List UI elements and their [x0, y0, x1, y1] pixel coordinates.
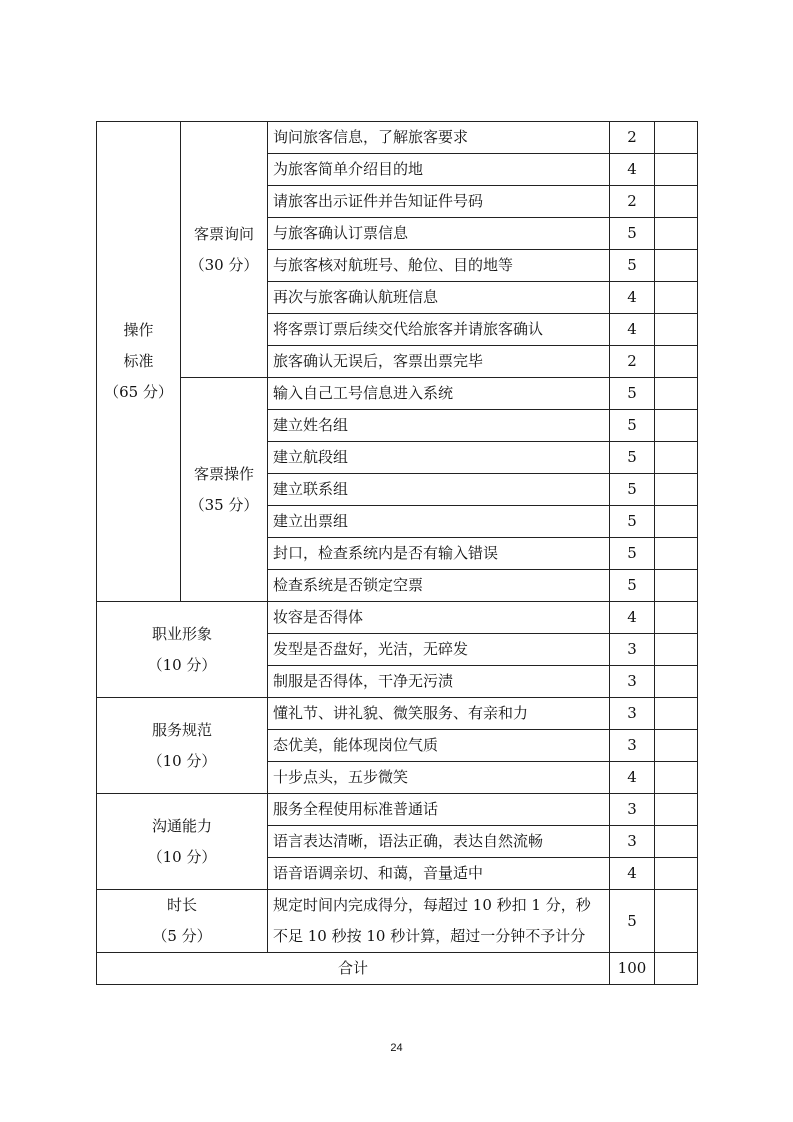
item-text: 发型是否盘好，光洁，无碎发 — [268, 634, 610, 666]
item-score: 3 — [610, 826, 655, 858]
category-cell-service-standard: 服务规范 （10 分） — [97, 698, 268, 794]
item-score: 4 — [610, 602, 655, 634]
item-score: 5 — [610, 474, 655, 506]
item-score: 2 — [610, 186, 655, 218]
earned-score-cell[interactable] — [655, 378, 698, 410]
earned-score-cell[interactable] — [655, 186, 698, 218]
item-text: 旅客确认无误后，客票出票完毕 — [268, 346, 610, 378]
item-text: 再次与旅客确认航班信息 — [268, 282, 610, 314]
total-score: 100 — [610, 953, 655, 985]
item-score: 5 — [610, 890, 655, 953]
earned-score-cell[interactable] — [655, 890, 698, 953]
item-text: 建立航段组 — [268, 442, 610, 474]
earned-score-cell[interactable] — [655, 730, 698, 762]
item-score: 4 — [610, 858, 655, 890]
earned-score-cell[interactable] — [655, 122, 698, 154]
earned-total-cell[interactable] — [655, 953, 698, 985]
item-score: 2 — [610, 122, 655, 154]
earned-score-cell[interactable] — [655, 858, 698, 890]
item-score: 3 — [610, 698, 655, 730]
item-score: 4 — [610, 762, 655, 794]
subcategory-cell-ticket-operation: 客票操作 （35 分） — [181, 378, 268, 602]
earned-score-cell[interactable] — [655, 698, 698, 730]
item-text: 为旅客简单介绍目的地 — [268, 154, 610, 186]
item-score: 5 — [610, 250, 655, 282]
total-label: 合计 — [97, 953, 610, 985]
item-score: 2 — [610, 346, 655, 378]
earned-score-cell[interactable] — [655, 762, 698, 794]
earned-score-cell[interactable] — [655, 602, 698, 634]
category-cell-operation: 操作 标准 （65 分） — [97, 122, 181, 602]
item-text: 十步点头，五步微笑 — [268, 762, 610, 794]
earned-score-cell[interactable] — [655, 506, 698, 538]
subcategory-cell-ticket-inquiry: 客票询问 （30 分） — [181, 122, 268, 378]
page-number: 24 — [390, 1042, 403, 1054]
item-text: 封口，检查系统内是否有输入错误 — [268, 538, 610, 570]
earned-score-cell[interactable] — [655, 634, 698, 666]
item-text: 与旅客确认订票信息 — [268, 218, 610, 250]
earned-score-cell[interactable] — [655, 570, 698, 602]
item-text: 将客票订票后续交代给旅客并请旅客确认 — [268, 314, 610, 346]
earned-score-cell[interactable] — [655, 282, 698, 314]
earned-score-cell[interactable] — [655, 666, 698, 698]
earned-score-cell[interactable] — [655, 794, 698, 826]
item-text: 建立联系组 — [268, 474, 610, 506]
earned-score-cell[interactable] — [655, 410, 698, 442]
total-row — [97, 953, 698, 985]
earned-score-cell[interactable] — [655, 442, 698, 474]
table-row — [97, 378, 698, 410]
item-text: 态优美，能体现岗位气质 — [268, 730, 610, 762]
earned-score-cell[interactable] — [655, 314, 698, 346]
item-score: 3 — [610, 634, 655, 666]
table-row — [97, 602, 698, 634]
item-text: 懂礼节、讲礼貌、微笑服务、有亲和力 — [268, 698, 610, 730]
item-text: 妆容是否得体 — [268, 602, 610, 634]
item-score: 4 — [610, 314, 655, 346]
item-text: 检查系统是否锁定空票 — [268, 570, 610, 602]
earned-score-cell[interactable] — [655, 826, 698, 858]
earned-score-cell[interactable] — [655, 218, 698, 250]
item-score: 5 — [610, 410, 655, 442]
table-row — [97, 122, 698, 154]
item-text: 服务全程使用标准普通话 — [268, 794, 610, 826]
earned-score-cell[interactable] — [655, 538, 698, 570]
item-score: 5 — [610, 378, 655, 410]
item-text: 规定时间内完成得分，每超过 10 秒扣 1 分，秒 不足 10 秒按 10 秒计算，超过一分钟不予计分 — [268, 890, 610, 953]
item-text: 建立姓名组 — [268, 410, 610, 442]
item-score: 5 — [610, 218, 655, 250]
item-score: 5 — [610, 538, 655, 570]
item-text: 输入自己工号信息进入系统 — [268, 378, 610, 410]
item-score: 5 — [610, 506, 655, 538]
item-score: 4 — [610, 154, 655, 186]
earned-score-cell[interactable] — [655, 154, 698, 186]
table-row — [97, 698, 698, 730]
item-score: 4 — [610, 282, 655, 314]
item-score: 3 — [610, 666, 655, 698]
item-score: 5 — [610, 442, 655, 474]
item-score: 3 — [610, 730, 655, 762]
item-text: 制服是否得体，干净无污渍 — [268, 666, 610, 698]
earned-score-cell[interactable] — [655, 474, 698, 506]
item-score: 5 — [610, 570, 655, 602]
item-text: 语音语调亲切、和蔼，音量适中 — [268, 858, 610, 890]
item-score: 3 — [610, 794, 655, 826]
item-text: 与旅客核对航班号、舱位、目的地等 — [268, 250, 610, 282]
table-row — [97, 890, 698, 953]
category-cell-communication: 沟通能力 （10 分） — [97, 794, 268, 890]
item-text: 请旅客出示证件并告知证件号码 — [268, 186, 610, 218]
item-text: 询问旅客信息，了解旅客要求 — [268, 122, 610, 154]
table-row — [97, 794, 698, 826]
item-text: 建立出票组 — [268, 506, 610, 538]
item-text: 语言表达清晰，语法正确，表达自然流畅 — [268, 826, 610, 858]
category-cell-duration: 时长 （5 分） — [97, 890, 268, 953]
earned-score-cell[interactable] — [655, 346, 698, 378]
earned-score-cell[interactable] — [655, 250, 698, 282]
category-cell-professional-image: 职业形象 （10 分） — [97, 602, 268, 698]
scoring-table — [96, 121, 698, 985]
